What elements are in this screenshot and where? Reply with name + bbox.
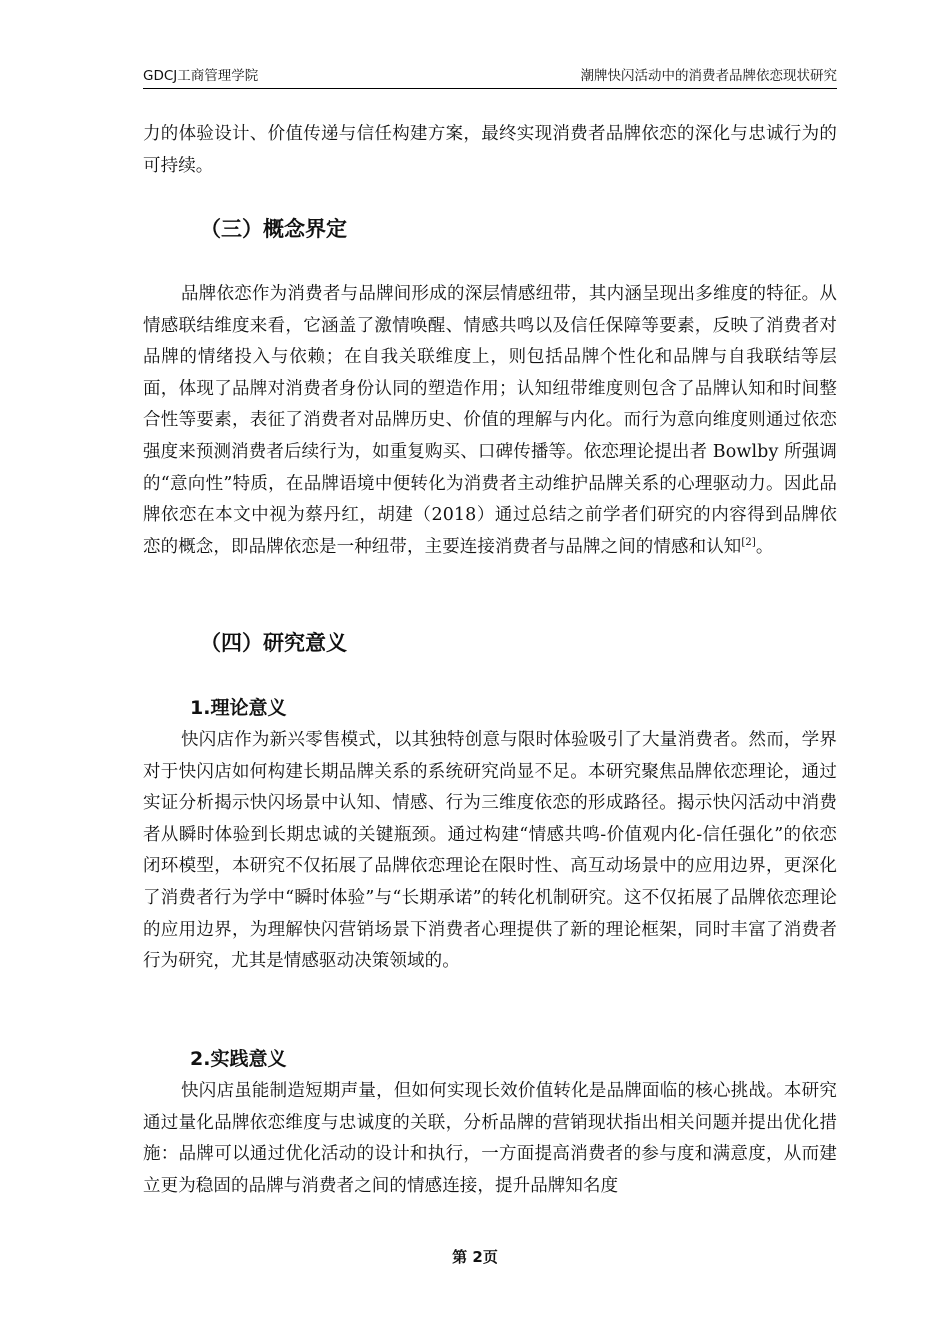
intro-paragraph: 力的体验设计、价值传递与信任构建方案，最终实现消费者品牌依恋的深化与忠诚行为的可持续。 xyxy=(143,124,837,176)
page-number: 第 2页 xyxy=(452,1248,498,1266)
header-institution: GDCJ工商管理学院 xyxy=(143,68,259,84)
subsection-theory-paragraph: 快闪店作为新兴零售模式，以其独特创意与限时体验吸引了大量消费者。然而，学界对于快闪店如何构建长期品牌关系的系统研究尚显不足。本研究聚焦品牌依恋理论，通过实证分析揭示快闪场景中认知、情感、行为三维度依恋的形成路径。揭示快闪活动中消费者从瞬时体验到长期忠诚的关键瓶颈。通过构建“情感共鸣-价值观内化-信任强化”的依恋闭环模型，本研究不仅拓展了品牌依恋理论在限时性、高互动场景中的应用边界，更深化了消费者行为学中“瞬时体验”与“长期承诺”的转化机制研究。这不仅拓展了品牌依恋理论的应用边界，为理解快闪营销场景下消费者心理提供了新的理论框架，同时丰富了消费者行为研究，尤其是情感驱动决策领域的。 xyxy=(143,730,837,972)
section-3-text-end: 。 xyxy=(755,536,774,557)
subsection-theory-title: 1.理论意义 xyxy=(190,697,287,719)
section-3-title: （三）概念界定 xyxy=(200,217,347,241)
section-3-paragraph xyxy=(143,279,837,563)
section-3-text: 品牌依恋作为消费者与品牌间形成的深层情感纽带，其内涵呈现出多维度的特征。从情感联结维度来看，它涵盖了激情唤醒、情感共鸣以及信任保障等要素，反映了消费者对品牌的情绪投入与依赖；在自我关联维度上，则包括品牌个性化和品牌与自我联结等层面，体现了品牌对消费者身份认同的塑造作用；认知纽带维度则包含了品牌认知和时间整合性等要素，表征了消费者对品牌历史、价值的理解与内化。而行为意向维度则通过依恋强度来预测消费者后续行为，如重复购买、口碑传播等。依恋理论提出者 Bowlby 所强调的“意向性”特质，在品牌语境中便转化为消费者主动维护品牌关系的心理驱动力。因此品牌依恋在本文中视为蔡丹红，胡建（2018）通过总结之前学者们研究的内容得到品牌依恋的概念，即品牌依恋是一种纽带，主要连接消费者与品牌之间的情感和认知 xyxy=(143,284,837,557)
citation-marker: [2] xyxy=(741,536,756,548)
section-4-title: （四）研究意义 xyxy=(200,631,347,655)
subsection-practice-title: 2.实践意义 xyxy=(190,1048,287,1070)
subsection-practice-paragraph: 快闪店虽能制造短期声量，但如何实现长效价值转化是品牌面临的核心挑战。本研究通过量化品牌依恋维度与忠诚度的关联，分析品牌的营销现状指出相关问题并提出优化措施：品牌可以通过优化活动的设计和执行，一方面提高消费者的参与度和满意度，从而建立更为稳固的品牌与消费者之间的情感连接，提升品牌知名度 xyxy=(143,1081,837,1196)
header-paper-title: 潮牌快闪活动中的消费者品牌依恋现状研究 xyxy=(580,68,837,84)
page-header xyxy=(143,66,837,89)
